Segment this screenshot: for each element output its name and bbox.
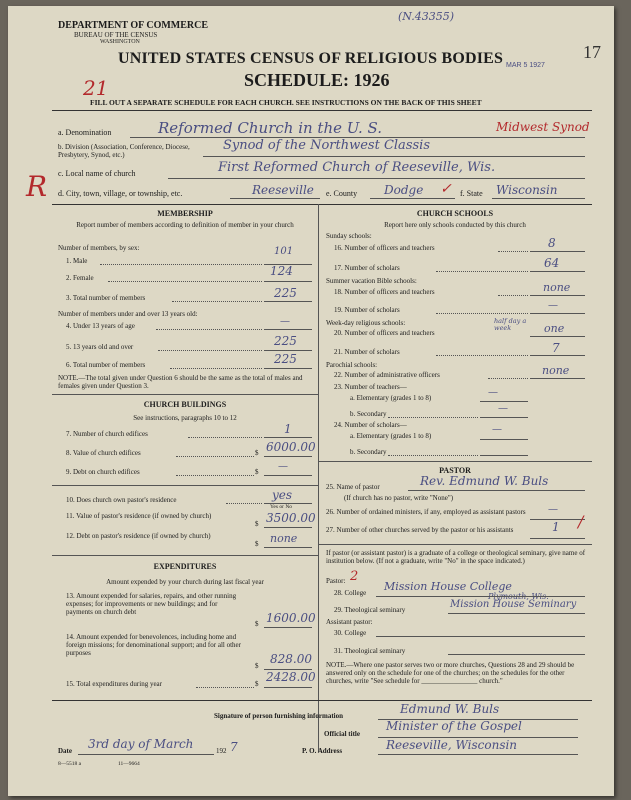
q10-value: yes <box>272 488 293 502</box>
q7-label: 7. Number of church edifices <box>66 430 148 438</box>
q23b-leader <box>388 417 478 418</box>
form-title: UNITED STATES CENSUS OF RELIGIOUS BODIES <box>118 50 504 67</box>
local-name-value: First Reformed Church of Reeseville, Wis. <box>218 160 496 175</box>
q27-line <box>530 538 585 539</box>
q6-line <box>264 368 312 369</box>
q8-value: 6000.00 <box>266 440 316 454</box>
date-label: Date <box>58 747 72 755</box>
q5-label: 5. 13 years old and over <box>66 343 134 351</box>
q8-dollar: $ <box>255 449 259 457</box>
buildings-sub: See instructions, paragraphs 10 to 12 <box>133 414 237 422</box>
q21-label: 21. Number of scholars <box>334 348 400 356</box>
q7-line <box>264 437 312 438</box>
signature-label: Signature of person furnishing information <box>214 712 343 720</box>
q23b-label: b. Secondary <box>350 410 387 418</box>
center-divider <box>318 204 319 752</box>
q27-label: 27. Number of other churches served by the pastor or his assistants <box>326 526 514 534</box>
schools-sub: Report here only schools conducted by this church <box>384 221 526 229</box>
age-label: Number of members under and over 13 years old: <box>58 310 198 318</box>
q4-label: 4. Under 13 years of age <box>66 322 135 330</box>
corner-r-mark: R <box>26 170 48 203</box>
q24-label: 24. Number of scholars— <box>334 421 407 429</box>
q21-value: 7 <box>552 341 560 355</box>
q16-leader <box>498 251 528 252</box>
membership-rule <box>52 394 318 395</box>
grid-top-rule <box>52 204 592 205</box>
q19-line <box>530 313 585 314</box>
membership-sub: Report number of members according to definition of member in your church <box>76 221 294 229</box>
county-value: Dodge <box>384 183 424 197</box>
corner-mark: 17 <box>583 42 601 62</box>
q25-label: 25. Name of pastor <box>326 483 380 491</box>
q17-value: 64 <box>544 256 560 270</box>
q5-line <box>264 350 312 351</box>
q25-line <box>408 490 585 491</box>
q24a-line <box>480 439 528 440</box>
q29-line <box>448 613 585 614</box>
q23b-line <box>480 417 528 418</box>
q9-value: — <box>278 461 288 472</box>
print-code: 8—5518 a <box>58 761 82 767</box>
q24b-leader <box>388 455 478 456</box>
expenditures-heading: EXPENDITURES <box>153 562 217 571</box>
q9-leader <box>176 475 254 476</box>
q7-leader <box>188 437 262 438</box>
q13-label: 13. Amount expended for salaries, repairs, and other running expenses; for improvements or new buildings; and for payments on church debt <box>66 592 237 616</box>
city-label: WASHINGTON <box>100 39 140 45</box>
q15-line <box>264 687 312 688</box>
pastor-sub-label: Pastor: <box>326 577 346 585</box>
q26-label: 26. Number of ordained ministers, if any, employed as assistant pastors <box>326 508 526 516</box>
q20-line <box>530 336 585 337</box>
schools-heading: CHURCH SCHOOLS <box>416 209 494 218</box>
dept-label: DEPARTMENT OF COMMERCE <box>58 20 209 31</box>
q12-label: 12. Debt on pastor's residence (if owned by church) <box>66 532 211 540</box>
local-name-line <box>168 178 585 179</box>
q19-value: — <box>548 300 558 311</box>
local-name-label: c. Local name of church <box>58 169 136 178</box>
q31-label: 31. Theological seminary <box>334 647 406 655</box>
q19-leader <box>436 313 528 314</box>
q11-value: 3500.00 <box>266 511 316 525</box>
handwritten-number: 21 <box>83 76 109 100</box>
schedule-title: SCHEDULE: 1926 <box>244 70 390 90</box>
q3-label: 3. Total number of members <box>66 294 146 302</box>
q16-label: 16. Number of officers and teachers <box>334 244 435 252</box>
q10-hint: Yes or No <box>270 504 293 510</box>
state-line <box>492 198 585 199</box>
q21-leader <box>436 355 528 356</box>
q9-dollar: $ <box>255 468 259 476</box>
po-address-line <box>378 754 578 755</box>
q3-line <box>264 301 312 302</box>
q10-leader <box>226 503 262 504</box>
q9-line <box>264 475 312 476</box>
q23a-value: — <box>488 387 498 398</box>
q14-dollar: $ <box>255 662 259 670</box>
q21-line <box>530 355 585 356</box>
q22-leader <box>488 378 528 379</box>
received-stamp: MAR 5 1927 <box>506 62 545 69</box>
q11-label: 11. Value of pastor's residence (if owned by church) <box>66 512 212 520</box>
q18-line <box>530 295 585 296</box>
q6-value: 225 <box>274 352 297 366</box>
county-check: ✓ <box>440 181 452 197</box>
q24a-value: — <box>492 424 502 435</box>
sunday-label: Sunday schools: <box>326 232 372 240</box>
graduate-note: If pastor (or assistant pastor) is a graduate of a college or theological seminary, give name of institution below. (If not a graduate, write "No" in the space indicated.) <box>326 549 586 565</box>
q25-hint: (If church has no pastor, write "None") <box>344 494 454 502</box>
q28-note: Plymouth, Wis. <box>488 592 549 601</box>
denomination-label: a. Denomination <box>58 128 112 137</box>
q10-label: 10. Does church own pastor's residence <box>66 496 177 504</box>
q2-label: 2. Female <box>66 274 94 282</box>
q26-value: — <box>548 504 558 515</box>
q2-value: 124 <box>270 264 293 278</box>
q24b-line <box>480 455 528 456</box>
instructions-line: FILL OUT A SEPARATE SCHEDULE FOR EACH CHURCH. SEE INSTRUCTIONS ON THE BACK OF THIS SHEET <box>90 98 482 107</box>
division-value: Synod of the Northwest Classis <box>223 138 430 153</box>
weekday-label: Week-day religious schools: <box>326 319 406 327</box>
city-field-label: d. City, town, village, or township, etc. <box>58 189 183 198</box>
county-line <box>370 198 455 199</box>
q17-line <box>530 271 585 272</box>
q25-value: Rev. Edmund W. Buls <box>420 474 549 488</box>
q18-value: none <box>543 281 571 294</box>
q11-line <box>264 527 312 528</box>
pastor-heading: PASTOR <box>439 466 471 475</box>
pastor-rule <box>318 544 592 545</box>
q28-label: 28. College <box>334 589 367 597</box>
q18-leader <box>498 295 528 296</box>
division-line <box>203 156 585 157</box>
q19-label: 19. Number of scholars <box>334 306 400 314</box>
q17-label: 17. Number of scholars <box>334 264 400 272</box>
q24b-label: b. Secondary <box>350 448 387 456</box>
q12-dollar: $ <box>255 540 259 548</box>
official-title-label: Official title <box>324 730 360 738</box>
q23-label: 23. Number of teachers— <box>334 383 407 391</box>
state-label: f. State <box>460 189 483 198</box>
top-note: (N.43355) <box>398 10 454 23</box>
q15-label: 15. Total expenditures during year <box>66 680 162 688</box>
q24a-label: a. Elementary (grades 1 to 8) <box>350 432 432 440</box>
year-prefix: 192 <box>216 747 227 755</box>
q1-leader <box>100 264 262 265</box>
q2-line <box>264 281 312 282</box>
q2-leader <box>108 281 262 282</box>
q20-note: half day a week <box>494 317 527 332</box>
summer-label: Summer vacation Bible schools: <box>326 277 417 285</box>
q8-leader <box>176 456 254 457</box>
grid-bottom-rule <box>52 700 592 701</box>
q12-value: none <box>270 532 298 545</box>
membership-heading: MEMBERSHIP <box>157 209 213 218</box>
q8-line <box>264 456 312 457</box>
q16-value: 8 <box>548 236 556 250</box>
q14-label: 14. Amount expended for benevolences, including home and foreign missions; for denominational support; and for all other purposes <box>66 633 241 657</box>
q1-value: 101 <box>274 246 294 257</box>
q15-value: 2428.00 <box>266 670 316 684</box>
date-value: 3rd day of March <box>88 737 194 751</box>
print-code-2: 11—9664 <box>118 761 140 767</box>
q28-line <box>376 596 585 597</box>
q27-red-mark: / <box>578 512 584 531</box>
buildings-heading: CHURCH BUILDINGS <box>143 400 227 409</box>
buildings-rule <box>52 555 318 556</box>
parochial-label: Parochial schools: <box>326 361 378 369</box>
official-title-value: Minister of the Gospel <box>386 719 522 733</box>
q4-value: — <box>280 316 290 327</box>
q9-label: 9. Debt on church edifices <box>66 468 140 476</box>
q6-label: 6. Total number of members <box>66 361 146 369</box>
q17-leader <box>436 271 528 272</box>
q6-leader <box>170 368 262 369</box>
q3-leader <box>172 301 262 302</box>
q28-value: Mission House College <box>384 580 512 593</box>
pastor-note: NOTE.—Where one pastor serves two or more churches, Questions 28 and 29 should be answered only on the schedule for one of the churches; on the schedules for the other churches, write "See schedule for ________________ church." <box>326 661 575 685</box>
q5-value: 225 <box>274 334 297 348</box>
census-form <box>8 6 614 796</box>
q16-line <box>530 251 585 252</box>
q8-label: 8. Value of church edifices <box>66 449 141 457</box>
q13-dollar: $ <box>255 620 259 628</box>
q30-line <box>376 636 585 637</box>
denomination-value: Reformed Church in the U. S. <box>158 119 383 137</box>
q14-value: 828.00 <box>270 652 312 666</box>
q13-line <box>264 627 312 628</box>
city-field-value: Reeseville <box>252 183 314 197</box>
po-address-label: P. O. Address <box>302 747 343 755</box>
date-line <box>78 754 214 755</box>
q4-line <box>264 329 312 330</box>
pastor-red-mark: 2 <box>350 569 359 584</box>
q9-rule <box>52 485 318 486</box>
bureau-label: BUREAU OF THE CENSUS <box>74 31 158 39</box>
q22-line <box>530 378 585 379</box>
assistant-label: Assistant pastor: <box>326 618 373 626</box>
denomination-note: Midwest Synod <box>496 120 590 134</box>
q22-value: none <box>542 364 570 377</box>
by-sex-label: Number of members, by sex: <box>58 244 140 252</box>
po-address-value: Reeseville, Wisconsin <box>386 738 518 752</box>
q30-label: 30. College <box>334 629 367 637</box>
division-label: b. Division (Association, Conference, Diocese, Presbytery, Synod, etc.) <box>58 143 190 159</box>
q12-line <box>264 547 312 548</box>
q20-label: 20. Number of officers and teachers <box>334 329 435 337</box>
header-rule <box>52 110 592 111</box>
q11-dollar: $ <box>255 520 259 528</box>
q4-leader <box>156 329 262 330</box>
q29-label: 29. Theological seminary <box>334 606 406 614</box>
schools-rule <box>318 461 592 462</box>
signature-value: Edmund W. Buls <box>400 702 500 716</box>
q5-leader <box>158 350 262 351</box>
q22-label: 22. Number of administrative officers <box>334 371 440 379</box>
q18-label: 18. Number of officers and teachers <box>334 288 435 296</box>
q31-line <box>448 654 585 655</box>
city-field-line <box>230 198 320 199</box>
year-value: 7 <box>230 740 238 754</box>
county-label: e. County <box>326 189 358 198</box>
q13-value: 1600.00 <box>266 611 316 625</box>
q27-value: 1 <box>552 520 560 534</box>
q29-value: Mission House Seminary <box>450 599 577 610</box>
q3-value: 225 <box>274 286 297 300</box>
q15-leader <box>196 687 254 688</box>
membership-note: NOTE.—The total given under Question 6 should be the same as the total of males and females given under Question 3. <box>58 374 303 390</box>
q20-value: one <box>544 322 565 335</box>
expenditures-sub: Amount expended by your church during last fiscal year <box>106 578 264 586</box>
state-value: Wisconsin <box>496 183 558 197</box>
q7-value: 1 <box>284 422 292 436</box>
q23a-line <box>480 401 528 402</box>
q15-dollar: $ <box>255 680 259 688</box>
q1-label: 1. Male <box>66 257 88 265</box>
q23b-value: — <box>498 403 508 414</box>
q23a-label: a. Elementary (grades 1 to 8) <box>350 394 432 402</box>
